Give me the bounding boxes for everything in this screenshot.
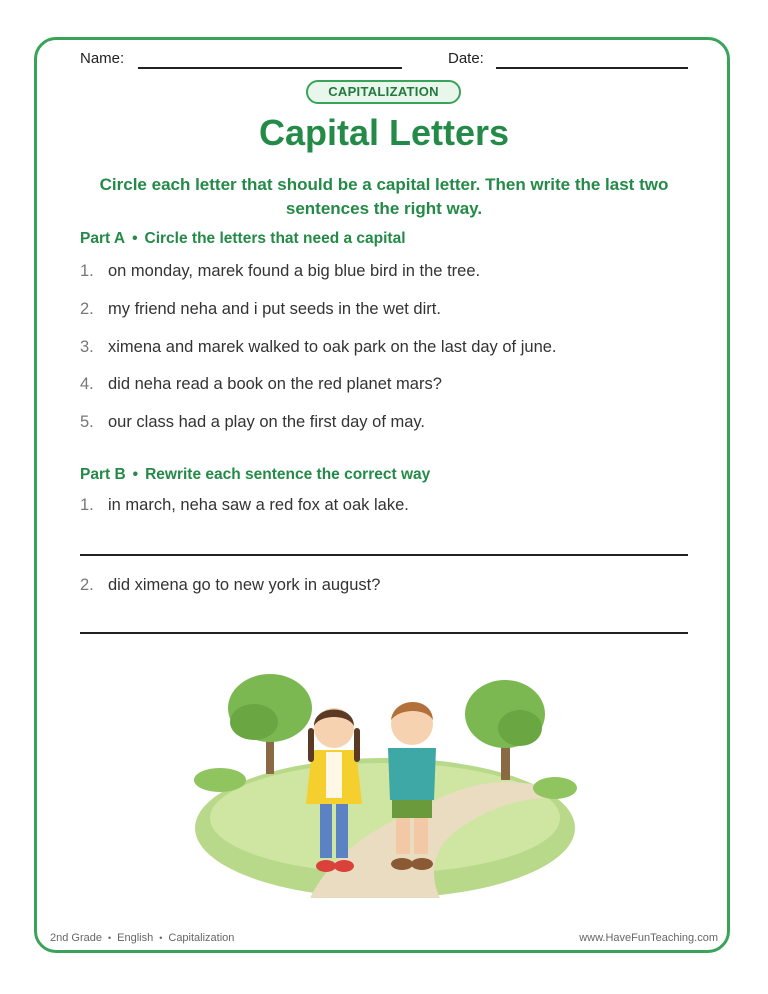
list-item [80,413,425,432]
tree-canopy-shade [230,704,278,740]
part-a-heading [80,230,406,248]
name-label: Name: [80,50,125,67]
name-line[interactable] [138,67,402,69]
tree-canopy-shade [498,710,542,746]
part-b-label: Part B [80,466,126,483]
footer-website[interactable]: www.HaveFunTeaching.com [579,932,718,944]
separator-dot: • [132,466,139,483]
separator-dot: • [132,230,138,247]
list-item [80,300,441,319]
list-item [80,338,557,357]
topic-badge: CAPITALIZATION [306,80,461,104]
item-sentence: ximena and marek walked to oak park on the last day of june. [108,338,557,356]
part-a-label: Part A [80,230,126,247]
footer-subject: English [117,932,154,944]
list-item [80,375,442,394]
instructions: Circle each letter that should be a capital letter. Then write the last two sentences the right way. [99,175,669,218]
separator-dot: • [107,933,112,943]
date-label: Date: [448,50,484,67]
page-title: Capital Letters [258,112,510,153]
item-number: 2. [80,300,94,318]
item-sentence: in march, neha saw a red fox at oak lake. [108,496,409,514]
item-number: 2. [80,576,94,594]
item-sentence: our class had a play on the first day of may. [108,413,426,431]
item-sentence: on monday, marek found a big blue bird in the tree. [108,262,481,280]
bush [194,768,246,792]
item-number: 3. [80,338,94,356]
item-sentence: my friend neha and i put seeds in the wet dirt. [108,300,441,318]
item-number: 1. [80,496,94,514]
item-number: 5. [80,413,94,431]
list-item [80,576,380,595]
footer-grade: 2nd Grade [50,932,102,944]
separator-dot: • [159,933,163,943]
footer-topic: Capitalization [168,932,235,944]
part-a-text: Circle the letters that need a capital [144,230,406,247]
item-number: 4. [80,375,94,393]
list-item [80,262,480,281]
footer-meta [50,932,234,944]
kids-in-park-illustration [190,668,580,904]
writing-line-1[interactable] [80,554,688,556]
writing-line-2[interactable] [80,632,688,634]
item-sentence: did neha read a book on the red planet mars? [108,375,442,393]
item-number: 1. [80,262,94,280]
name-date-row [80,50,688,72]
date-line[interactable] [496,67,688,69]
bush [533,777,577,799]
item-sentence: did ximena go to new york in august? [108,576,381,594]
list-item [80,496,409,515]
part-b-text: Rewrite each sentence the correct way [145,466,431,483]
part-b-heading [80,466,430,484]
